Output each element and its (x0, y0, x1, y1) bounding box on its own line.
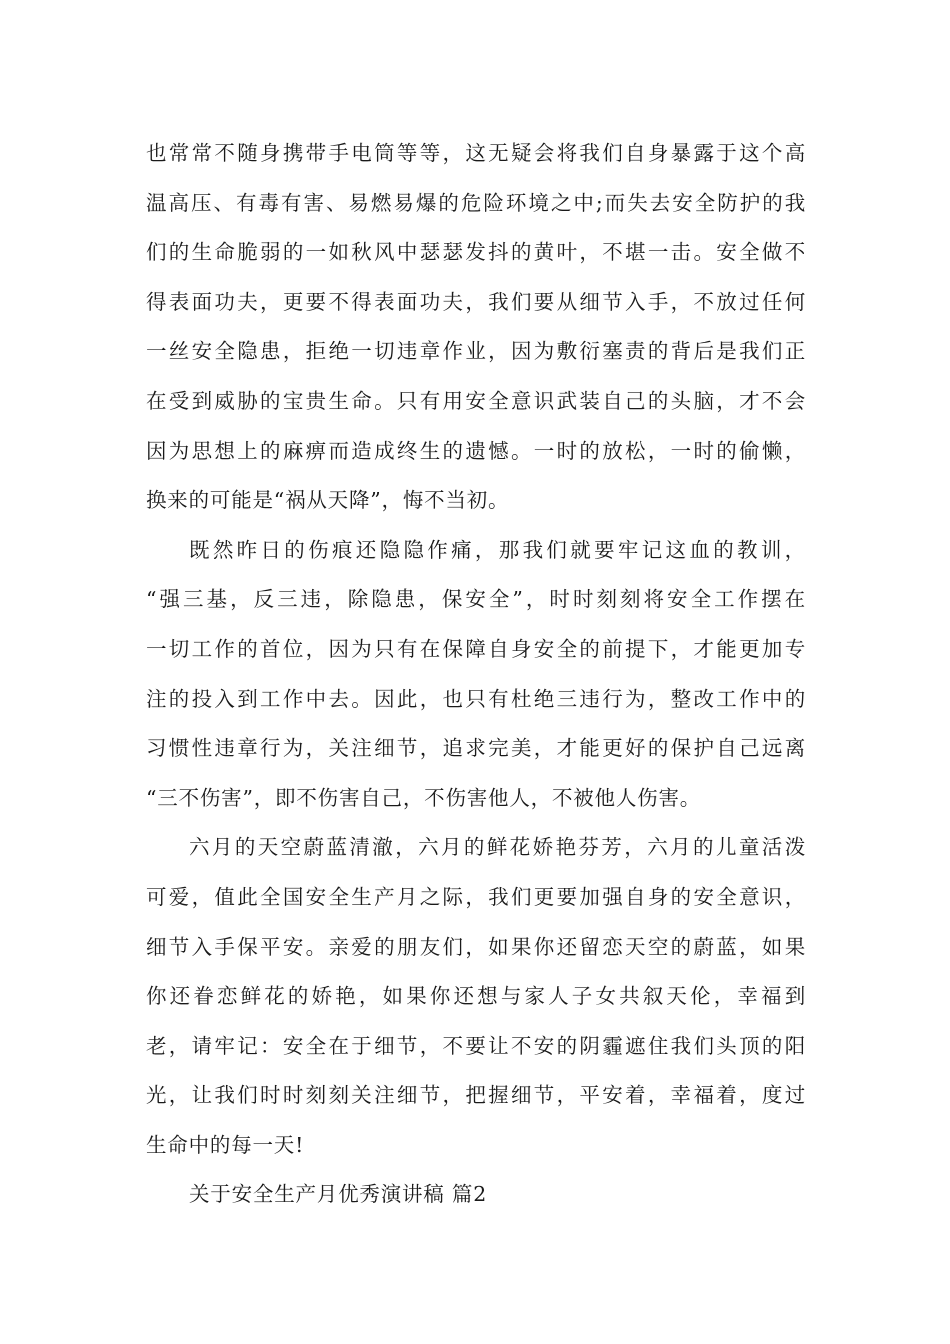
text-line: 既然昨日的伤痕还隐隐作痛，那我们就要牢记这血的教训， (189, 537, 806, 562)
text-line: “强三基，反三违，除隐患，保安全”，时时刻刻将安全工作摆在 (146, 587, 806, 612)
paragraph-3 (146, 823, 806, 1170)
section-heading-text: 关于安全生产月优秀演讲稿 篇2 (189, 1182, 488, 1207)
paragraph-1 (146, 129, 806, 526)
text-line: 换来的可能是“祸从天降”，悔不当初。 (146, 488, 510, 513)
text-line: 老，请牢记：安全在于细节，不要让不安的阴霾遮住我们头顶的阳 (146, 1033, 806, 1058)
text-line: 们的生命脆弱的一如秋风中瑟瑟发抖的黄叶，不堪一击。安全做不 (146, 240, 806, 265)
text-line: 一切工作的首位，因为只有在保障自身安全的前提下，才能更加专 (146, 636, 806, 661)
document-page (146, 129, 806, 1220)
text-line: 生命中的每一天! (146, 1132, 305, 1157)
text-line: 一丝安全隐患，拒绝一切违章作业，因为敷衍塞责的背后是我们正 (146, 339, 806, 364)
text-line: 也常常不随身携带手电筒等等，这无疑会将我们自身暴露于这个高 (146, 141, 806, 165)
text-line: 得表面功夫，更要不得表面功夫，我们要从细节入手，不放过任何 (146, 289, 806, 314)
text-line: 可爱，值此全国安全生产月之际，我们更要加强自身的安全意识， (146, 884, 806, 909)
text-line: 因为思想上的麻痹而造成终生的遗憾。一时的放松，一时的偷懒， (146, 438, 806, 463)
text-line: “三不伤害”，即不伤害自己，不伤害他人，不被他人伤害。 (146, 785, 702, 810)
text-line: 习惯性违章行为，关注细节，追求完美，才能更好的保护自己远离 (146, 736, 806, 761)
text-line: 六月的天空蔚蓝清澈，六月的鲜花娇艳芬芳，六月的儿童活泼 (189, 835, 806, 860)
text-line: 注的投入到工作中去。因此，也只有杜绝三违行为，整改工作中的 (146, 686, 806, 711)
text-line: 光，让我们时时刻刻关注细节，把握细节，平安着，幸福着，度过 (146, 1083, 806, 1108)
text-line: 温高压、有毒有害、易燃易爆的危险环境之中;而失去安全防护的我 (146, 190, 806, 215)
paragraph-2 (146, 526, 806, 824)
text-line: 细节入手保平安。亲爱的朋友们，如果你还留恋天空的蔚蓝，如果 (146, 934, 806, 959)
text-line: 在受到威胁的宝贵生命。只有用安全意识武装自己的头脑，才不会 (146, 388, 806, 413)
section-heading (146, 1170, 806, 1220)
text-line: 你还眷恋鲜花的娇艳，如果你还想与家人子女共叙天伦，幸福到 (146, 984, 806, 1009)
